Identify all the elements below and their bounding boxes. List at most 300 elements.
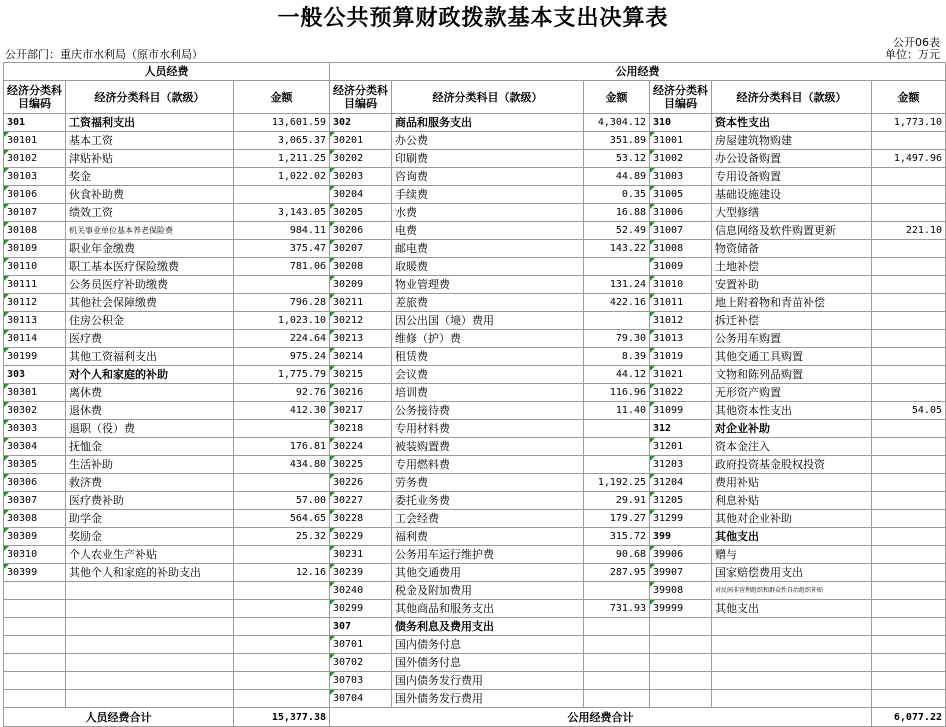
cell-code: 30240 — [330, 582, 392, 600]
cell-amount — [234, 690, 330, 708]
cell-name: 办公设备购置 — [712, 150, 872, 168]
cell-code: 399 — [650, 528, 712, 546]
table-row — [4, 114, 946, 132]
cell-name: 津贴补贴 — [66, 150, 234, 168]
cell-code: 30302 — [4, 402, 66, 420]
cell-name: 工会经费 — [392, 510, 584, 528]
cell-code: 30114 — [4, 330, 66, 348]
cell-code — [4, 582, 66, 600]
cell-code: 30218 — [330, 420, 392, 438]
cell-code: 39908 — [650, 582, 712, 600]
header-name: 经济分类科目（款级） — [66, 81, 234, 114]
cell-amount: 57.00 — [234, 492, 330, 510]
cell-amount — [872, 366, 946, 384]
cell-name: 取暖费 — [392, 258, 584, 276]
cell-code: 307 — [330, 618, 392, 636]
cell-name: 电费 — [392, 222, 584, 240]
cell-amount — [584, 654, 650, 672]
cell-name: 公务接待费 — [392, 402, 584, 420]
cell-code: 31005 — [650, 186, 712, 204]
cell-name: 大型修缮 — [712, 204, 872, 222]
cell-code: 31002 — [650, 150, 712, 168]
cell-code: 30213 — [330, 330, 392, 348]
cell-code: 31203 — [650, 456, 712, 474]
cell-code: 30225 — [330, 456, 392, 474]
cell-code: 30305 — [4, 456, 66, 474]
cell-name: 其他社会保障缴费 — [66, 294, 234, 312]
cell-amount — [584, 618, 650, 636]
cell-amount — [234, 420, 330, 438]
cell-code: 302 — [330, 114, 392, 132]
cell-code: 31205 — [650, 492, 712, 510]
table-row — [4, 690, 946, 708]
unit-label: 单位：万元 — [885, 48, 940, 61]
department-label: 公开部门：重庆市水利局（原市水利局） — [5, 48, 203, 61]
cell-name: 退休费 — [66, 402, 234, 420]
cell-code: 30701 — [330, 636, 392, 654]
cell-name: 国内债务发行费用 — [392, 672, 584, 690]
cell-code: 39907 — [650, 564, 712, 582]
cell-amount — [872, 276, 946, 294]
cell-code — [650, 690, 712, 708]
cell-amount — [584, 636, 650, 654]
cell-amount — [584, 690, 650, 708]
table-row — [4, 600, 946, 618]
cell-code: 310 — [650, 114, 712, 132]
cell-name: 职业年金缴费 — [66, 240, 234, 258]
cell-code — [650, 618, 712, 636]
cell-code: 30308 — [4, 510, 66, 528]
cell-name: 公务用车购置 — [712, 330, 872, 348]
cell-name: 个人农业生产补贴 — [66, 546, 234, 564]
cell-code: 31003 — [650, 168, 712, 186]
total-personnel-label: 人员经费合计 — [4, 708, 234, 727]
cell-amount — [234, 600, 330, 618]
cell-amount: 351.89 — [584, 132, 650, 150]
cell-name: 国家赔偿费用支出 — [712, 564, 872, 582]
cell-amount — [584, 312, 650, 330]
cell-code: 31012 — [650, 312, 712, 330]
cell-name: 专用燃料费 — [392, 456, 584, 474]
cell-name: 专用设备购置 — [712, 168, 872, 186]
cell-amount: 731.93 — [584, 600, 650, 618]
cell-amount: 79.30 — [584, 330, 650, 348]
cell-amount: 1,022.02 — [234, 168, 330, 186]
cell-code: 30704 — [330, 690, 392, 708]
header-amount: 金额 — [872, 81, 946, 114]
header-code: 经济分类科目编码 — [4, 81, 66, 114]
cell-name: 咨询费 — [392, 168, 584, 186]
table-row — [4, 366, 946, 384]
cell-name: 离休费 — [66, 384, 234, 402]
cell-amount: 375.47 — [234, 240, 330, 258]
cell-name — [712, 672, 872, 690]
cell-name: 其他个人和家庭的补助支出 — [66, 564, 234, 582]
cell-code: 30399 — [4, 564, 66, 582]
header-amount: 金额 — [234, 81, 330, 114]
cell-name: 奖金 — [66, 168, 234, 186]
cell-amount: 224.64 — [234, 330, 330, 348]
cell-amount — [872, 564, 946, 582]
cell-amount — [872, 312, 946, 330]
cell-name: 医疗费补助 — [66, 492, 234, 510]
cell-code: 30201 — [330, 132, 392, 150]
cell-name: 其他支出 — [712, 600, 872, 618]
cell-name: 其他交通工具购置 — [712, 348, 872, 366]
cell-code: 31201 — [650, 438, 712, 456]
cell-name: 被装购置费 — [392, 438, 584, 456]
table-row — [4, 168, 946, 186]
cell-amount — [584, 420, 650, 438]
cell-name — [66, 618, 234, 636]
cell-code: 30227 — [330, 492, 392, 510]
cell-name: 房屋建筑物购建 — [712, 132, 872, 150]
cell-amount: 1,211.25 — [234, 150, 330, 168]
cell-name: 债务利息及费用支出 — [392, 618, 584, 636]
table-row — [4, 204, 946, 222]
cell-name: 差旅费 — [392, 294, 584, 312]
cell-code: 30106 — [4, 186, 66, 204]
cell-code: 30111 — [4, 276, 66, 294]
cell-code: 30112 — [4, 294, 66, 312]
total-public-value: 6,077.22 — [872, 708, 946, 727]
cell-code: 30209 — [330, 276, 392, 294]
cell-name: 信息网络及软件购置更新 — [712, 222, 872, 240]
cell-name: 租赁费 — [392, 348, 584, 366]
cell-amount — [872, 132, 946, 150]
cell-amount — [872, 492, 946, 510]
cell-name: 其他交通费用 — [392, 564, 584, 582]
cell-code: 31011 — [650, 294, 712, 312]
cell-name: 利息补贴 — [712, 492, 872, 510]
cell-amount: 53.12 — [584, 150, 650, 168]
cell-code: 31299 — [650, 510, 712, 528]
cell-code: 30224 — [330, 438, 392, 456]
cell-name: 其他支出 — [712, 528, 872, 546]
cell-name: 职工基本医疗保险缴费 — [66, 258, 234, 276]
cell-code: 31099 — [650, 402, 712, 420]
table-row — [4, 222, 946, 240]
cell-code: 30108 — [4, 222, 66, 240]
cell-code: 31204 — [650, 474, 712, 492]
cell-name: 工资福利支出 — [66, 114, 234, 132]
cell-code: 303 — [4, 366, 66, 384]
cell-amount: 179.27 — [584, 510, 650, 528]
header-name: 经济分类科目（款级） — [392, 81, 584, 114]
cell-code: 39906 — [650, 546, 712, 564]
cell-amount: 984.11 — [234, 222, 330, 240]
cell-name: 国内债务付息 — [392, 636, 584, 654]
cell-code — [650, 672, 712, 690]
table-row — [4, 348, 946, 366]
cell-amount: 1,192.25 — [584, 474, 650, 492]
cell-code: 31008 — [650, 240, 712, 258]
cell-code: 31007 — [650, 222, 712, 240]
cell-code — [4, 654, 66, 672]
cell-name: 专用材料费 — [392, 420, 584, 438]
cell-code: 30304 — [4, 438, 66, 456]
cell-amount — [872, 474, 946, 492]
cell-code: 30205 — [330, 204, 392, 222]
cell-code — [650, 654, 712, 672]
cell-amount — [872, 330, 946, 348]
cell-code: 30231 — [330, 546, 392, 564]
cell-amount — [234, 186, 330, 204]
cell-code: 30211 — [330, 294, 392, 312]
table-row — [4, 672, 946, 690]
cell-amount — [584, 258, 650, 276]
cell-code — [4, 636, 66, 654]
cell-amount — [584, 582, 650, 600]
cell-name: 伙食补助费 — [66, 186, 234, 204]
cell-code: 30214 — [330, 348, 392, 366]
cell-name: 物资储备 — [712, 240, 872, 258]
cell-amount — [872, 654, 946, 672]
header-name: 经济分类科目（款级） — [712, 81, 872, 114]
table-row — [4, 384, 946, 402]
cell-code: 30310 — [4, 546, 66, 564]
cell-amount: 11.40 — [584, 402, 650, 420]
cell-code: 30203 — [330, 168, 392, 186]
table-row — [4, 258, 946, 276]
cell-code: 30101 — [4, 132, 66, 150]
cell-amount — [234, 654, 330, 672]
cell-name: 拆迁补偿 — [712, 312, 872, 330]
table-row — [4, 510, 946, 528]
cell-amount: 8.39 — [584, 348, 650, 366]
cell-code: 301 — [4, 114, 66, 132]
cell-amount — [872, 510, 946, 528]
cell-name — [66, 582, 234, 600]
cell-code: 31019 — [650, 348, 712, 366]
table-row — [4, 654, 946, 672]
cell-amount — [872, 456, 946, 474]
cell-name: 维修（护）费 — [392, 330, 584, 348]
cell-name: 安置补助 — [712, 276, 872, 294]
cell-name — [66, 600, 234, 618]
table-row — [4, 150, 946, 168]
cell-amount: 1,775.79 — [234, 366, 330, 384]
totals-row — [4, 708, 946, 727]
cell-amount: 3,065.37 — [234, 132, 330, 150]
table-row — [4, 492, 946, 510]
cell-amount — [872, 528, 946, 546]
cell-name: 公务用车运行维护费 — [392, 546, 584, 564]
cell-amount — [872, 348, 946, 366]
cell-amount — [872, 240, 946, 258]
cell-amount: 1,497.96 — [872, 150, 946, 168]
table-row — [4, 186, 946, 204]
cell-amount: 116.96 — [584, 384, 650, 402]
cell-name: 助学金 — [66, 510, 234, 528]
cell-name: 印刷费 — [392, 150, 584, 168]
cell-name: 政府投资基金股权投资 — [712, 456, 872, 474]
header-code: 经济分类科目编码 — [330, 81, 392, 114]
cell-code — [4, 690, 66, 708]
cell-name: 劳务费 — [392, 474, 584, 492]
cell-amount — [234, 546, 330, 564]
table-row — [4, 618, 946, 636]
cell-amount: 44.12 — [584, 366, 650, 384]
cell-amount — [872, 636, 946, 654]
total-personnel-value: 15,377.38 — [234, 708, 330, 727]
cell-name: 资本金注入 — [712, 438, 872, 456]
cell-code: 30303 — [4, 420, 66, 438]
cell-code: 30109 — [4, 240, 66, 258]
cell-code: 30229 — [330, 528, 392, 546]
cell-amount: 1,023.10 — [234, 312, 330, 330]
total-public-label: 公用经费合计 — [330, 708, 872, 727]
cell-amount — [872, 582, 946, 600]
cell-name: 水费 — [392, 204, 584, 222]
cell-code: 30199 — [4, 348, 66, 366]
cell-code: 30110 — [4, 258, 66, 276]
table-row — [4, 240, 946, 258]
cell-amount — [234, 636, 330, 654]
cell-code: 30212 — [330, 312, 392, 330]
cell-code: 30216 — [330, 384, 392, 402]
cell-amount: 3,143.05 — [234, 204, 330, 222]
cell-amount: 287.95 — [584, 564, 650, 582]
cell-name: 其他商品和服务支出 — [392, 600, 584, 618]
cell-code — [4, 672, 66, 690]
cell-code: 30206 — [330, 222, 392, 240]
cell-amount — [234, 582, 330, 600]
cell-name: 手续费 — [392, 186, 584, 204]
cell-name: 对民间非营利组织和群众性自治组织补贴 — [712, 582, 872, 600]
section-personnel: 人员经费 — [4, 63, 330, 81]
cell-name — [66, 690, 234, 708]
cell-code: 30113 — [4, 312, 66, 330]
cell-amount — [234, 474, 330, 492]
cell-code: 30239 — [330, 564, 392, 582]
table-row — [4, 276, 946, 294]
cell-code: 31010 — [650, 276, 712, 294]
cell-name: 其他工资福利支出 — [66, 348, 234, 366]
table-row — [4, 132, 946, 150]
cell-amount — [872, 204, 946, 222]
cell-name: 福利费 — [392, 528, 584, 546]
cell-name: 退职（役）费 — [66, 420, 234, 438]
cell-amount: 796.28 — [234, 294, 330, 312]
cell-code: 30107 — [4, 204, 66, 222]
cell-amount: 29.91 — [584, 492, 650, 510]
cell-name: 物业管理费 — [392, 276, 584, 294]
cell-amount — [872, 168, 946, 186]
cell-name: 国外债务发行费用 — [392, 690, 584, 708]
cell-code: 30299 — [330, 600, 392, 618]
cell-amount — [872, 546, 946, 564]
cell-code: 31021 — [650, 366, 712, 384]
cell-amount: 781.06 — [234, 258, 330, 276]
cell-name: 基本工资 — [66, 132, 234, 150]
header-code: 经济分类科目编码 — [650, 81, 712, 114]
cell-name: 文物和陈列品购置 — [712, 366, 872, 384]
cell-amount: 315.72 — [584, 528, 650, 546]
cell-code: 30301 — [4, 384, 66, 402]
cell-code: 30202 — [330, 150, 392, 168]
cell-name: 奖励金 — [66, 528, 234, 546]
cell-amount — [584, 456, 650, 474]
page-title: 一般公共预算财政拨款基本支出决算表 — [277, 5, 669, 31]
cell-name: 因公出国（境）费用 — [392, 312, 584, 330]
table-row — [4, 564, 946, 582]
cell-amount — [584, 438, 650, 456]
cell-code: 39999 — [650, 600, 712, 618]
cell-amount — [872, 618, 946, 636]
cell-amount: 13,601.59 — [234, 114, 330, 132]
cell-amount — [872, 438, 946, 456]
cell-code — [4, 600, 66, 618]
cell-amount: 412.30 — [234, 402, 330, 420]
cell-code — [650, 636, 712, 654]
cell-amount: 25.32 — [234, 528, 330, 546]
cell-name: 公务员医疗补助缴费 — [66, 276, 234, 294]
cell-amount: 16.88 — [584, 204, 650, 222]
cell-name: 商品和服务支出 — [392, 114, 584, 132]
cell-code: 30217 — [330, 402, 392, 420]
cell-amount — [584, 672, 650, 690]
cell-amount: 4,304.12 — [584, 114, 650, 132]
cell-amount: 1,773.10 — [872, 114, 946, 132]
cell-name: 邮电费 — [392, 240, 584, 258]
cell-name: 无形资产购置 — [712, 384, 872, 402]
table-row — [4, 636, 946, 654]
cell-amount — [872, 258, 946, 276]
cell-amount: 12.16 — [234, 564, 330, 582]
cell-amount — [872, 690, 946, 708]
table-row — [4, 312, 946, 330]
cell-name: 抚恤金 — [66, 438, 234, 456]
cell-code: 30215 — [330, 366, 392, 384]
cell-name: 生活补助 — [66, 456, 234, 474]
cell-amount — [872, 672, 946, 690]
cell-name: 绩效工资 — [66, 204, 234, 222]
form-number: 公开06表 — [893, 36, 940, 49]
cell-name: 土地补偿 — [712, 258, 872, 276]
cell-name: 会议费 — [392, 366, 584, 384]
section-public: 公用经费 — [330, 63, 946, 81]
table-row — [4, 582, 946, 600]
cell-amount: 975.24 — [234, 348, 330, 366]
cell-amount: 434.80 — [234, 456, 330, 474]
cell-amount: 54.05 — [872, 402, 946, 420]
cell-name — [66, 672, 234, 690]
table-row — [4, 474, 946, 492]
cell-amount — [872, 384, 946, 402]
cell-code: 30207 — [330, 240, 392, 258]
cell-code: 312 — [650, 420, 712, 438]
table-row — [4, 456, 946, 474]
cell-code: 31022 — [650, 384, 712, 402]
table-row — [4, 528, 946, 546]
cell-amount: 422.16 — [584, 294, 650, 312]
cell-amount: 90.68 — [584, 546, 650, 564]
cell-code: 31013 — [650, 330, 712, 348]
expenditure-table — [3, 62, 946, 727]
cell-name: 住房公积金 — [66, 312, 234, 330]
cell-amount: 176.81 — [234, 438, 330, 456]
cell-amount — [234, 672, 330, 690]
cell-code: 31006 — [650, 204, 712, 222]
cell-name: 对企业补助 — [712, 420, 872, 438]
cell-code: 30103 — [4, 168, 66, 186]
table-row — [4, 330, 946, 348]
cell-name: 地上附着物和青苗补偿 — [712, 294, 872, 312]
cell-code: 30702 — [330, 654, 392, 672]
cell-name: 办公费 — [392, 132, 584, 150]
cell-name: 其他对企业补助 — [712, 510, 872, 528]
